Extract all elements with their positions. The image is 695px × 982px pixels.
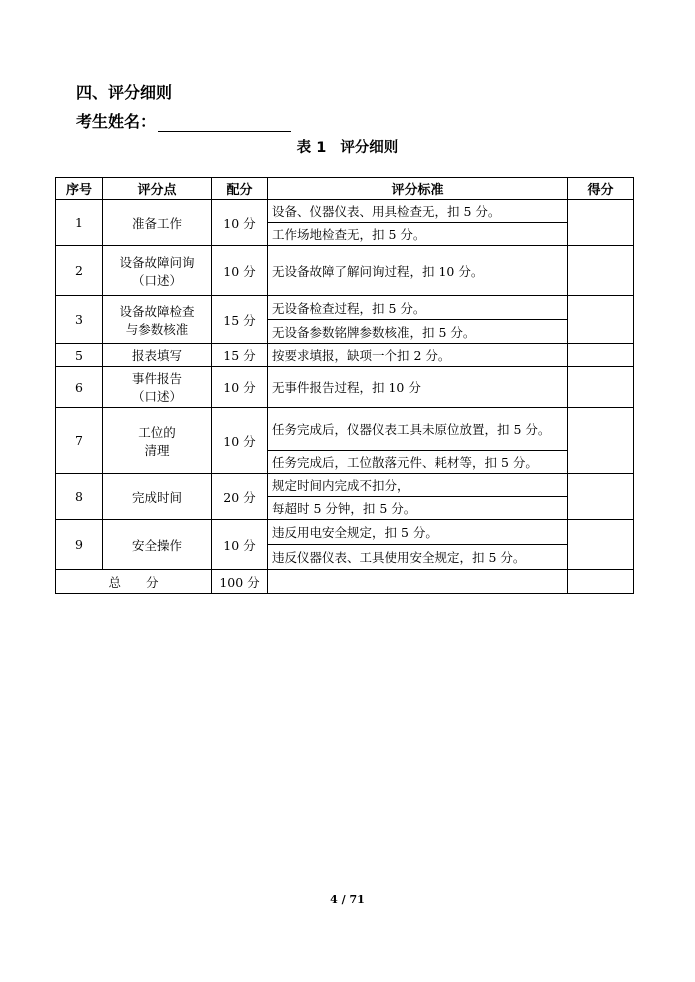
section-title: 四、评分细则 — [76, 83, 173, 102]
row-seq: 9 — [56, 520, 103, 570]
table-header-row — [56, 178, 634, 200]
table-number: 表 1 — [296, 140, 327, 156]
row-seq: 8 — [56, 474, 103, 520]
row-point-line: 工位的 — [138, 424, 176, 440]
row-point: 完成时间 — [103, 474, 212, 520]
row-seq: 3 — [56, 296, 103, 344]
row-score: 10 分 — [212, 200, 268, 246]
row-point-line: （口述） — [131, 272, 182, 288]
table-row — [56, 474, 634, 497]
header-seq: 序号 — [56, 178, 103, 200]
row-gained-cell[interactable] — [568, 520, 634, 570]
row-standard: 无设备检查过程，扣 5 分。 — [268, 296, 568, 320]
header-standard: 评分标准 — [268, 178, 568, 200]
row-point-line: 清理 — [144, 442, 170, 458]
row-point-line: 设备故障检查 — [119, 303, 195, 319]
total-gained-cell[interactable] — [568, 570, 634, 594]
table-row — [56, 344, 634, 367]
table-row — [56, 408, 634, 451]
row-score: 20 分 — [212, 474, 268, 520]
row-point — [103, 296, 212, 344]
row-seq: 6 — [56, 367, 103, 408]
row-gained-cell[interactable] — [568, 367, 634, 408]
row-gained-cell[interactable] — [568, 200, 634, 246]
row-point: 准备工作 — [103, 200, 212, 246]
row-standard: 任务完成后，仪器仪表工具未原位放置，扣 5 分。 — [268, 408, 568, 451]
page-number: 4 / 71 — [330, 893, 365, 906]
row-standard: 无设备参数铭牌参数核准，扣 5 分。 — [268, 320, 568, 344]
row-standard: 工作场地检查无，扣 5 分。 — [268, 223, 568, 246]
row-score: 10 分 — [212, 520, 268, 570]
row-standard: 无事件报告过程，扣 10 分 — [268, 367, 568, 408]
scoring-table — [55, 177, 634, 594]
header-score: 配分 — [212, 178, 268, 200]
row-seq: 1 — [56, 200, 103, 246]
row-gained-cell[interactable] — [568, 296, 634, 344]
row-standard: 规定时间内完成不扣分， — [268, 474, 568, 497]
table-row — [56, 200, 634, 223]
total-row — [56, 570, 634, 594]
row-point-line: （口述） — [131, 389, 182, 404]
row-score: 10 分 — [212, 367, 268, 408]
row-point — [103, 246, 212, 296]
row-gained-cell[interactable] — [568, 344, 634, 367]
row-seq: 7 — [56, 408, 103, 474]
table-row — [56, 296, 634, 320]
row-point-line: 与参数核准 — [125, 321, 189, 337]
header-point: 评分点 — [103, 178, 212, 200]
table-row — [56, 520, 634, 545]
row-score: 10 分 — [212, 246, 268, 296]
table-row — [56, 367, 634, 408]
row-standard: 每超时 5 分钟，扣 5 分。 — [268, 497, 568, 520]
candidate-name-row — [76, 109, 291, 132]
row-point: 报表填写 — [103, 344, 212, 367]
total-score: 100 分 — [212, 570, 268, 594]
row-score: 15 分 — [212, 296, 268, 344]
header-gained: 得分 — [568, 178, 634, 200]
table-name: 评分细则 — [340, 140, 399, 156]
row-standard: 无设备故障了解问询过程，扣 10 分。 — [268, 246, 568, 296]
candidate-name-blank — [158, 114, 291, 132]
row-standard: 按要求填报，缺项一个扣 2 分。 — [268, 344, 568, 367]
row-seq: 5 — [56, 344, 103, 367]
row-standard: 违反用电安全规定，扣 5 分。 — [268, 520, 568, 545]
row-point — [103, 367, 212, 408]
row-gained-cell[interactable] — [568, 408, 634, 474]
table-title — [0, 136, 695, 157]
table-row — [56, 246, 634, 296]
row-standard: 设备、仪器仪表、用具检查无，扣 5 分。 — [268, 200, 568, 223]
total-label: 总 分 — [56, 570, 212, 594]
row-standard: 任务完成后，工位散落元件、耗材等，扣 5 分。 — [268, 451, 568, 474]
candidate-name-label: 考生姓名： — [76, 112, 157, 131]
row-point-line: 事件报告 — [131, 371, 182, 386]
row-seq: 2 — [56, 246, 103, 296]
row-score: 15 分 — [212, 344, 268, 367]
row-standard: 违反仪器仪表、工具使用安全规定，扣 5 分。 — [268, 545, 568, 570]
row-gained-cell[interactable] — [568, 246, 634, 296]
row-gained-cell[interactable] — [568, 474, 634, 520]
row-point — [103, 408, 212, 474]
row-point-line: 设备故障问询 — [119, 254, 195, 270]
row-point: 安全操作 — [103, 520, 212, 570]
row-score: 10 分 — [212, 408, 268, 474]
total-standard-cell — [268, 570, 568, 594]
